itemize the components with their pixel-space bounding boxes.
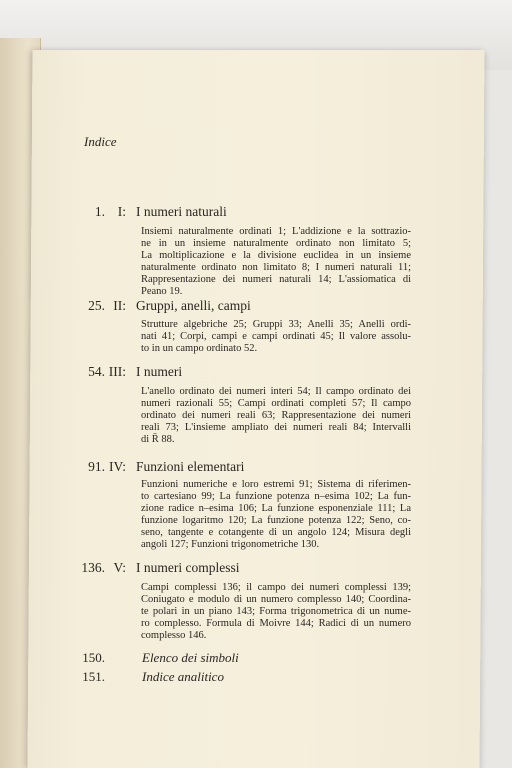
chapter-heading [0,204,512,222]
section-line: numeri razionali 55; Campi ordinati completi 57; Il campo [141,398,411,410]
section-line: Strutture algebriche 25; Gruppi 33; Anelli 35; Anelli ordi- [141,319,411,330]
section-line: Campi complessi 136; il campo dei numeri complessi 139; [141,582,411,593]
appendix-entry [0,650,512,668]
section-line: Coniugato e modulo di un numero complesso 140; Coordina- [141,594,411,606]
chapter-entry [0,298,512,355]
chapter-page-number: 91. [88,459,105,474]
chapter-title: I numeri naturali [136,204,227,219]
chapter-number: IV: [109,459,126,474]
chapter-entry [0,364,512,446]
section-line: ro complesso. Formula di Moivre 144; Radici di un numero [141,618,411,630]
chapter-page-number: 54. [88,364,105,379]
appendix-entry [0,669,512,687]
section-line: to cartesiano 99; La funzione potenza n–esima 102; La fun- [141,491,411,503]
chapter-sections [141,226,411,299]
section-line: nati 41; Corpi, campi e campi ordinati 45; Il valore assolu- [141,331,411,343]
section-line: te polari in un piano 143; Forma trigonometrica di un nume- [141,606,411,618]
appendix-title: Indice analitico [142,669,224,684]
chapter-sections [141,386,411,446]
section-line: zione radice n–esima 106; La funzione esponenziale 111; La [141,503,411,515]
chapter-number: III: [108,364,126,379]
section-line: La moltiplicazione e la divisione euclidea in un insieme [141,250,411,262]
chapter-entry [0,560,512,642]
section-line: di R̄ 88. [141,434,175,446]
appendix-title: Elenco dei simboli [142,650,239,665]
section-line: Insiemi naturalmente ordinati 1; L'addizione e la sottrazio- [141,226,411,237]
section-line: ne in un insieme naturalmente ordinato non limitato 5; [141,238,411,250]
chapter-heading [0,560,512,578]
chapter-sections [141,582,411,642]
chapter-title: I numeri complessi [136,560,240,575]
chapter-number: II: [113,298,126,313]
chapter-page-number: 1. [94,204,105,219]
section-line: angoli 127; Funzioni trigonometriche 130. [141,539,320,551]
chapter-heading [0,298,512,316]
section-line: naturalmente ordinato non limitato 8; I numeri naturali 11; [141,262,411,274]
chapter-sections [141,479,411,552]
section-line: Peano 19. [141,286,183,298]
section-line: Rappresentazione dei numeri naturali 14; L'assiomatica di [141,274,411,286]
chapter-heading [0,364,512,382]
chapter-heading [0,459,512,477]
section-line: complesso 146. [141,630,207,642]
chapter-sections [141,319,411,355]
chapter-entry [0,459,512,551]
section-line: Funzioni numeriche e loro estremi 91; Sistema di riferimen- [141,479,411,490]
chapter-page-number: 25. [88,298,105,313]
chapter-title: Funzioni elementari [136,459,245,474]
section-line: to in un campo ordinato 52. [141,343,258,355]
chapter-title: Gruppi, anelli, campi [136,298,251,313]
section-line: ordinato dei numeri reali 63; Rappresentazione dei numeri [141,410,411,422]
chapter-title: I numeri [136,364,183,379]
chapter-number: I: [117,204,126,219]
index-heading: Indice [84,134,117,149]
section-line: reali 73; L'insieme ampliato dei numeri reali 84; Intervalli [141,422,411,434]
appendix-page-number: 151. [82,669,105,684]
chapter-page-number: 136. [81,560,105,575]
section-line: L'anello ordinato dei numeri interi 54; Il campo ordinato dei [141,386,411,397]
appendix-page-number: 150. [82,650,105,665]
chapter-number: V: [113,560,126,575]
section-line: seno, tangente e cotangente di un angolo 124; Misura degli [141,527,411,539]
section-line: funzione logaritmo 120; La funzione potenza 122; Seno, co- [141,515,411,527]
chapter-entry [0,204,512,298]
